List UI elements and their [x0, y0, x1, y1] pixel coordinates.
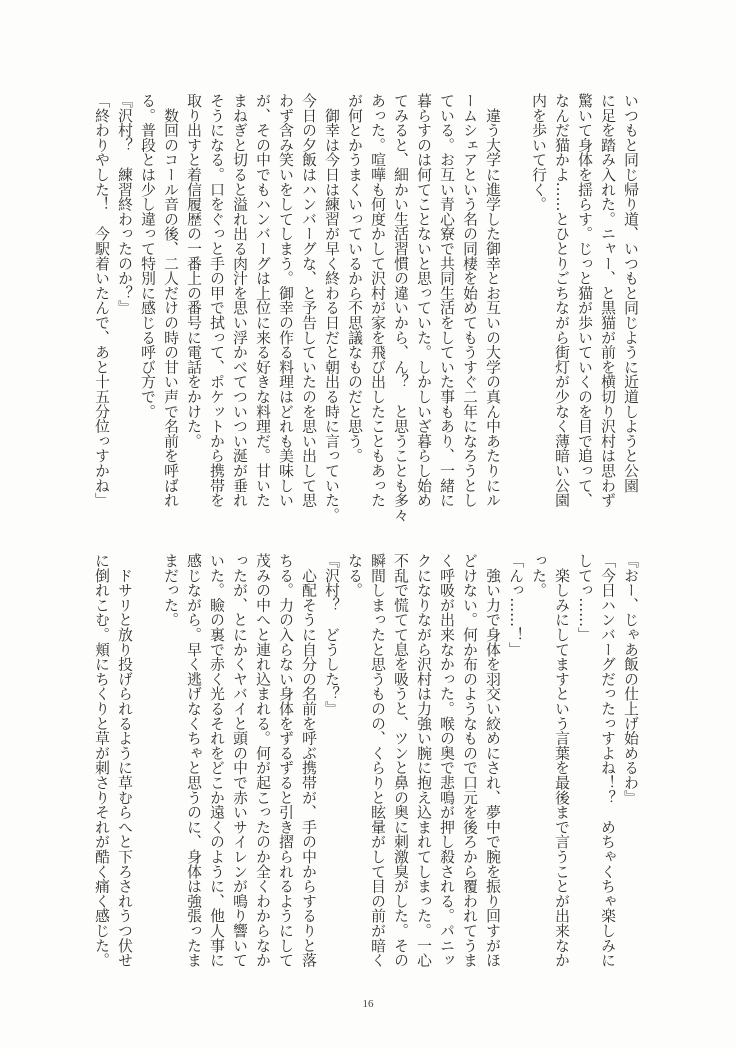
text-column: そうになる。口をぐっと手の甲で拭って、ポケットから携帯を: [208, 93, 225, 508]
text-column: 取り出すと着信履歴の一番上の番号に電話をかけた。: [185, 93, 202, 449]
text-column: してっ……」: [576, 553, 593, 642]
text-column: いた。瞼の裏で赤く光るそれをどこか遠くのように、他人事に: [208, 553, 225, 968]
text-column: 楽しみにしてますという言葉を最後まで言うことが出来なか: [553, 553, 570, 968]
text-column: 御幸は今日は練習が早く終わる日だと朝出る時に言っていた。: [323, 93, 340, 523]
text-column: 感じながら。早く逃げなくちゃと思うのに、身体は強張ったま: [185, 553, 202, 968]
text-column: 驚いて身体を揺らす。じっと猫が歩いていくのを目で追って、: [576, 93, 593, 508]
text-column: が何とかうまくいっているから不思議なものだと思う。: [346, 93, 363, 463]
text-column: 「今日ハンバーグだったっすよね！？ めちゃくちゃ楽しみに: [599, 553, 616, 968]
text-column: 暮らすのは何てことないと思っていた。しかしいざ暮らし始め: [415, 93, 432, 508]
text-column: 内を歩いて行く。: [530, 93, 547, 212]
text-column: に足を踏み入れた。ニャー、と黒猫が前を横切り沢村は思わず: [599, 93, 616, 508]
text-column: 強い力で身体を羽交い絞めにされ、夢中で腕を振り回すがほ: [484, 553, 501, 968]
text-column: 違う大学に進学した御幸とお互いの大学の真ん中あたりにル: [484, 93, 501, 508]
text-column: クになりながら沢村は力強い腕に抱え込まれてしまった。一心: [415, 553, 432, 968]
text-column: ームシェアという名の同棲を始めてもうすぐ二年になろうとし: [461, 93, 478, 508]
text-column: った。: [530, 553, 547, 598]
text-column: まだった。: [162, 553, 179, 627]
text-column: ている。お互い青心寮で共同生活をしていた事もあり、一緒に: [438, 93, 455, 508]
text-column: に倒れこむ。頬にちくりと草が刺さりそれが酷く痛く感じた。: [93, 553, 110, 968]
text-column: [504, 93, 527, 513]
text-column: まねぎと切ると溢れ出る肉汁を思い浮かべてついつい涎が垂れ: [231, 93, 248, 508]
text-column: 「終わりやした！ 今駅着いたんで、あと十五分位っすかね」: [93, 93, 110, 508]
text-column: が、その中でもハンバーグは上位に来る好きな料理だ。甘いた: [254, 93, 271, 508]
text-column: いつもと同じ帰り道、いつもと同じように近道しようと公園: [622, 93, 639, 493]
text-column: わず含み笑いをしてしまう。御幸の作る料理はどれも美味しい: [277, 93, 294, 508]
text-column: 数回のコール音の後、二人だけの時の甘い声で名前を呼ばれ: [162, 93, 179, 508]
text-column: てみると、細かい生活習慣の違いから、ん？ と思うことも多々: [392, 93, 409, 523]
text-column: ちる。力の入らない身体をずるずると引き摺られるようにして: [277, 553, 294, 968]
text-column: ドサリと放り投げられるように草むらへと下ろされうつ伏せ: [116, 553, 133, 968]
text-column: あった。喧嘩も何度かして沢村が家を飛び出したこともあった: [369, 93, 386, 508]
text-column: 不乱で慌てて息を吸うと、ツンと鼻の奥に刺激臭がした。その: [392, 553, 409, 968]
text-column: [136, 553, 159, 993]
text-column: る。普段とは少し違って特別に感じる呼び方で。: [139, 93, 156, 419]
text-column: く呼吸が出来なかった。喉の奥で悲鳴が押し殺される。パニッ: [438, 553, 455, 968]
text-column: 瞬間しまったと思うものの、くらりと眩暈がして目の前が暗く: [369, 553, 386, 968]
text-column: 心配そうに自分の名前を呼ぶ携帯が、手の中からするりと落: [300, 553, 317, 968]
text-column: なる。: [346, 553, 363, 598]
top-text-block: [90, 93, 642, 523]
bottom-text-block: [90, 553, 642, 993]
text-column: 『沢村？ どうした？』: [323, 553, 340, 716]
text-column: ったが、とにかくヤバイと頭の中で赤いサイレンが鳴り響いて: [231, 553, 248, 968]
text-column: 『おー、じゃあ飯の仕上げ始めるわ』: [622, 553, 639, 805]
text-column: 今日の夕飯はハンバーグな、と予告していたのを思い出して思: [300, 93, 317, 508]
page-number: 16: [362, 998, 374, 1010]
text-column: なんだ猫かよ……とひとりごちながら街灯が少なく薄暗い公園: [553, 93, 570, 508]
text-column: 「んっ……！」: [507, 553, 524, 657]
text-column: 『沢村？ 練習終わったのか？』: [116, 93, 133, 315]
text-column: どけない。何か布のようなもので口元を後ろから覆われてうま: [461, 553, 478, 968]
text-column: 茂みの中へと連れ込まれる。何が起こったのか全くわからなか: [254, 553, 271, 968]
